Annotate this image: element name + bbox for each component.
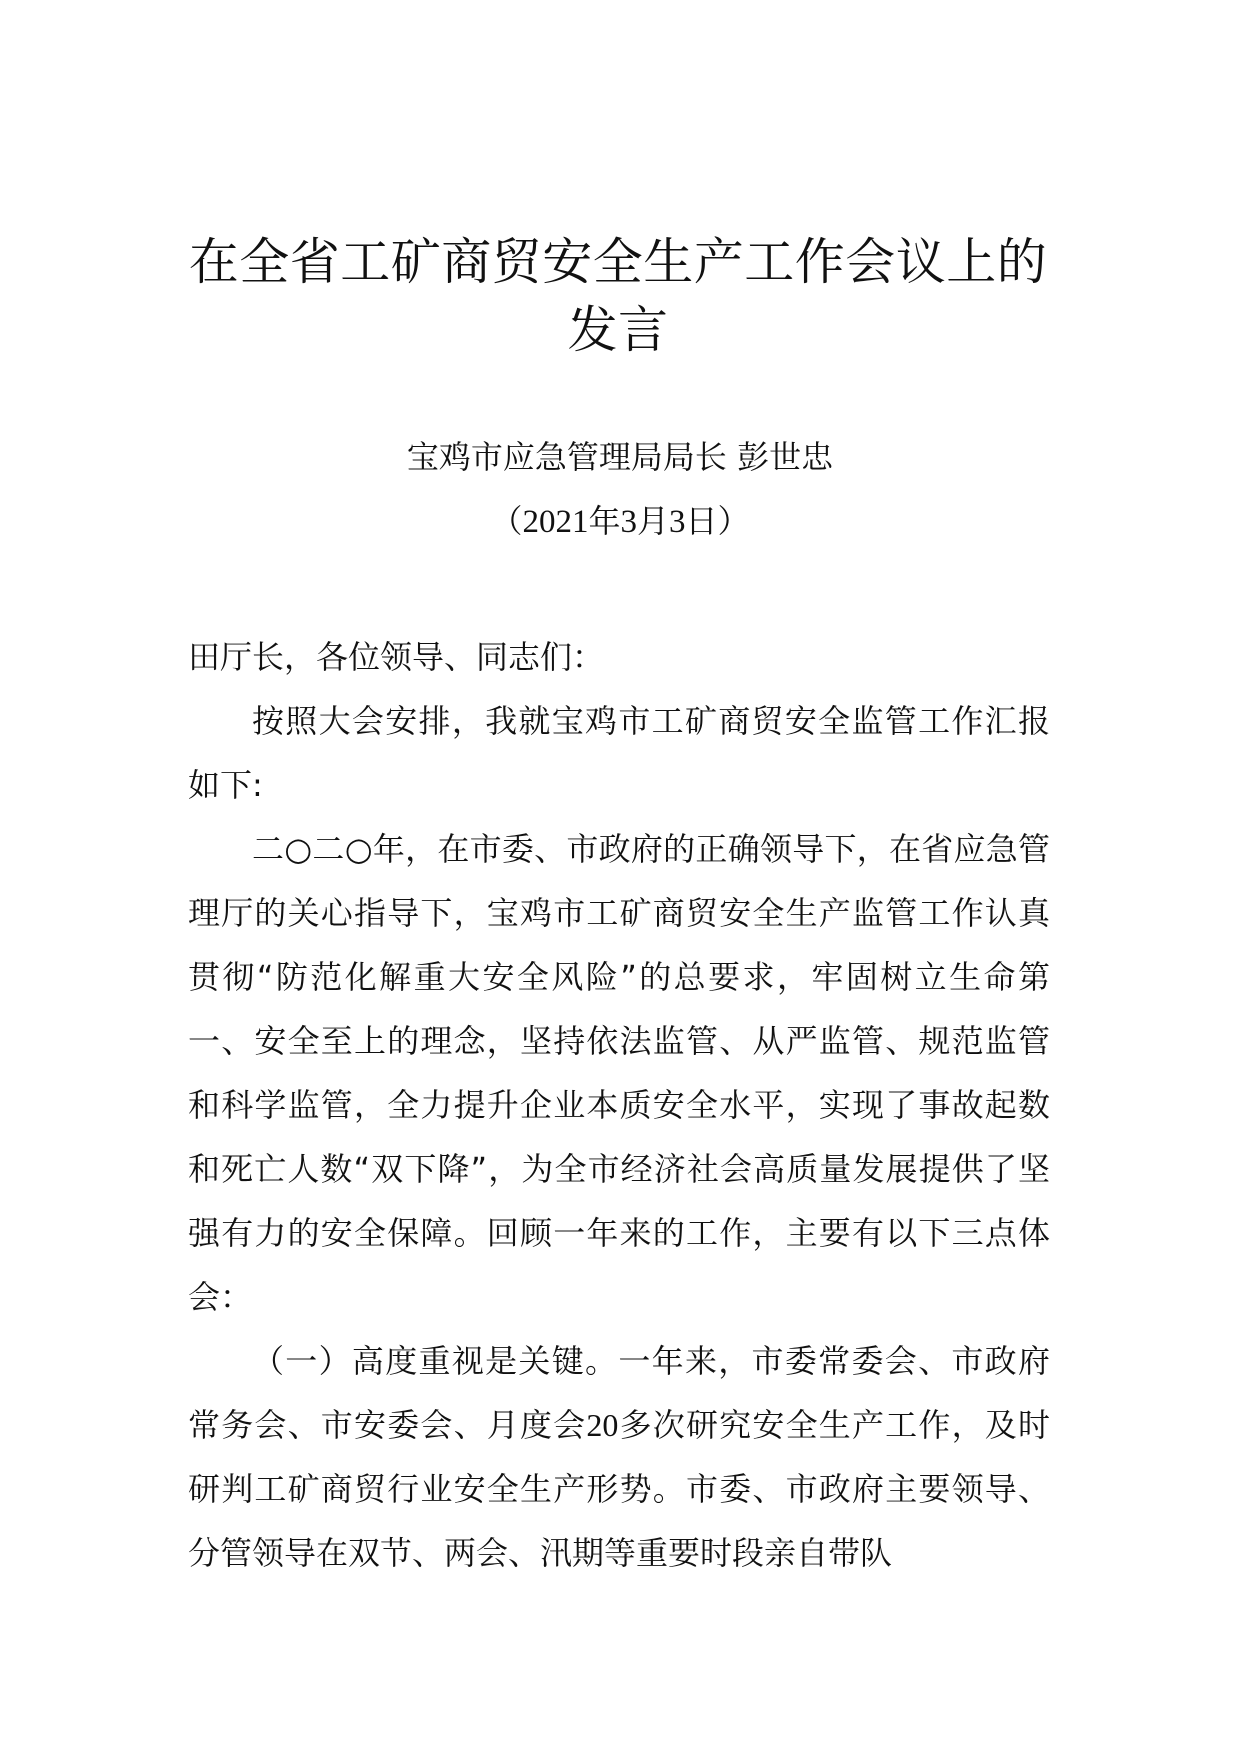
date-year-unit: 年 xyxy=(588,502,621,540)
paragraph-intro: 按照大会安排，我就宝鸡市工矿商贸安全监管工作汇报如下: xyxy=(188,702,1050,804)
document-title: 在全省工矿商贸安全生产工作会议上的发言 xyxy=(188,233,1048,359)
date-close-paren: ） xyxy=(717,502,750,540)
author-line: 宝鸡市应急管理局局长 彭世忠 xyxy=(406,438,834,476)
date-line xyxy=(0,497,1240,546)
date-month: 3 xyxy=(620,504,637,540)
section-1-heading: （一）高度重视是关键。 xyxy=(252,1342,619,1380)
paragraph-section-1 xyxy=(188,1329,1050,1585)
paragraph-review: 二○二○年，在市委、市政府的正确领导下，在省应急管理厅的关心指导下，宝鸡市工矿商贸安全生产监管工作认真贯彻“防范化解重大安全风险”的总要求，牢固树立生命第一、安全至上的理念，坚持依法监管、从严监管、规范监管和科学监管，全力提升企业本质安全水平，实现了事故起数和死亡人数“双下降”，为全市经济社会高质量发展提供了坚强有力的安全保障。回顾一年来的工作，主要有以下三点体会： xyxy=(188,830,1050,1316)
date-month-unit: 月 xyxy=(636,502,669,540)
date-day: 3 xyxy=(669,504,686,540)
section-1-text-a: 一年来，市委常委会、市政府常务会、市安委会、月度会 xyxy=(188,1342,1050,1444)
section-1-text-b: 多次研究安全生产工作，及时研判工矿商贸行业安全生产形势。市委、市政府主要领导、分管领导在双节、两会、汛期等重要时段亲自带队 xyxy=(188,1406,1050,1572)
section-1-number: 20 xyxy=(586,1407,619,1443)
document-body xyxy=(188,625,1050,1585)
salutation: 田厅长，各位领导、同志们： xyxy=(188,638,605,676)
date-year: 2021 xyxy=(522,504,589,540)
date-day-unit: 日 xyxy=(685,502,718,540)
date-open-paren: （ xyxy=(490,502,523,540)
